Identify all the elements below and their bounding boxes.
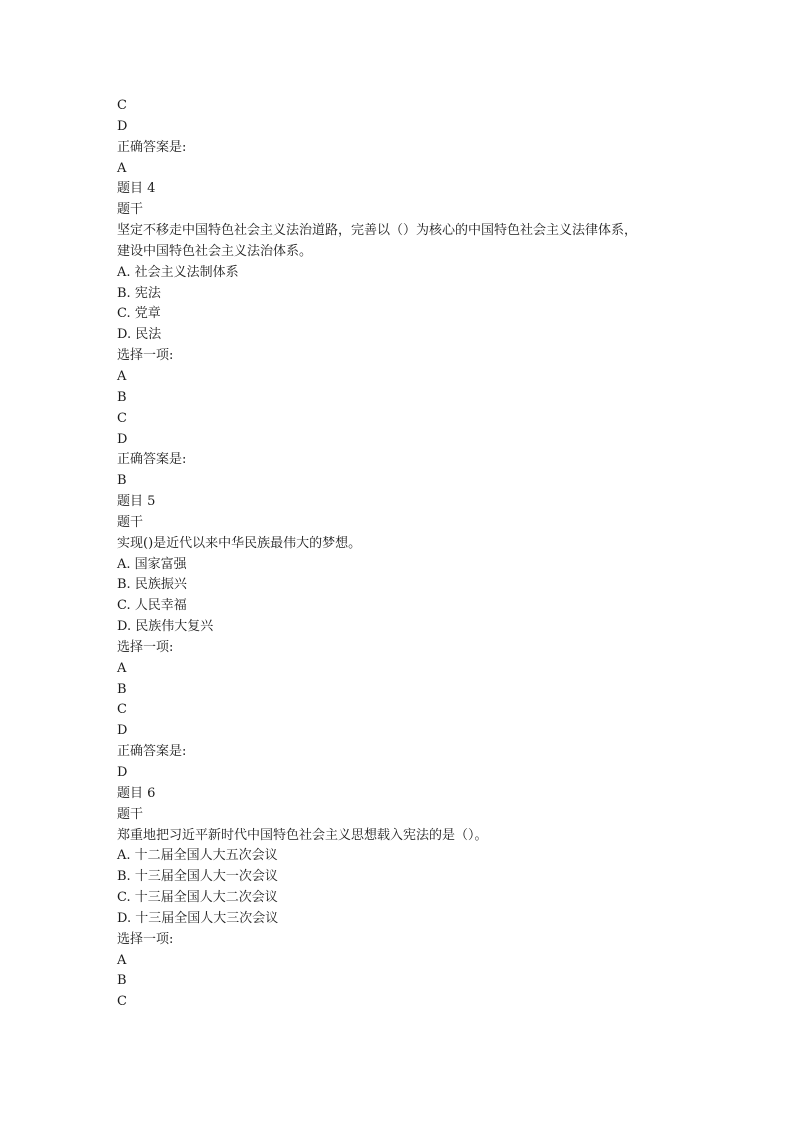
question-title: 题目 5 [117, 494, 156, 510]
answer-value: B [117, 473, 127, 489]
stem-label: 题干 [117, 514, 144, 530]
question-stem-line: 郑重地把习近平新时代中国特色社会主义思想载入宪法的是（）。 [117, 827, 488, 843]
answer-label: 正确答案是: [117, 744, 187, 760]
select-label: 选择一项: [117, 931, 174, 947]
answer-label: 正确答案是: [117, 139, 187, 155]
choice-a: A [117, 952, 127, 968]
question-stem-line: 坚定不移走中国特色社会主义法治道路，完善以（）为核心的中国特色社会主义法律体系， [117, 223, 638, 239]
choice-b: B [117, 973, 127, 989]
option-d: D. 十三届全国人大三次会议 [117, 910, 279, 926]
choice-c: C [117, 410, 127, 426]
question-title: 题目 6 [117, 785, 156, 801]
option-c: C. 人民幸福 [117, 598, 187, 614]
option-b: B. 十三届全国人大一次会议 [117, 869, 278, 885]
choice-d: D [117, 118, 128, 134]
choice-b: B [117, 681, 127, 697]
stem-label: 题干 [117, 806, 144, 822]
option-b: B. 民族振兴 [117, 577, 187, 593]
select-label: 选择一项: [117, 348, 174, 364]
question-stem-line: 建设中国特色社会主义法治体系。 [117, 243, 313, 259]
answer-label: 正确答案是: [117, 452, 187, 468]
answer-value: D [117, 765, 128, 780]
choice-d: D [117, 431, 128, 447]
option-d: D. 民族伟大复兴 [117, 619, 214, 635]
option-a: A. 社会主义法制体系 [117, 264, 239, 280]
option-d: D. 民法 [117, 327, 162, 343]
select-label: 选择一项: [117, 639, 174, 655]
stem-label: 题干 [117, 202, 144, 218]
choice-c: C [117, 98, 127, 113]
option-c: C. 十三届全国人大二次会议 [117, 890, 278, 906]
option-c: C. 党章 [117, 306, 161, 322]
document-page [117, 96, 677, 1013]
choice-a: A [117, 368, 127, 384]
option-b: B. 宪法 [117, 285, 161, 301]
question-title: 题目 4 [117, 181, 156, 197]
choice-b: B [117, 389, 127, 405]
choice-a: A [117, 660, 127, 676]
answer-value: A [117, 160, 127, 176]
choice-d: D [117, 723, 128, 739]
option-a: A. 国家富强 [117, 556, 187, 572]
choice-c: C [117, 702, 127, 718]
question-stem-line: 实现()是近代以来中华民族最伟大的梦想。 [117, 535, 362, 551]
option-a: A. 十二届全国人大五次会议 [117, 848, 278, 864]
choice-c: C [117, 994, 127, 1010]
